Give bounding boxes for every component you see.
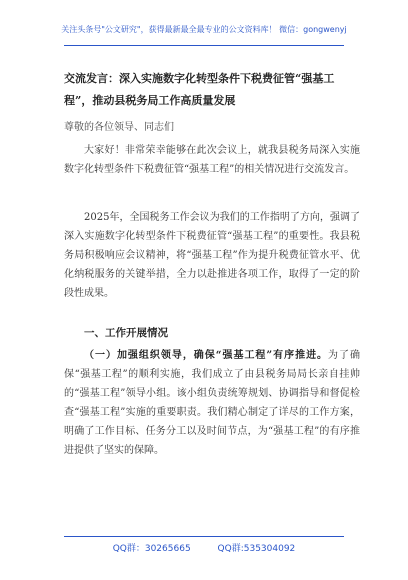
header-notice: 关注头条号"公文研究"，获得最新最全最专业的公文资料库！ 微信：gongwenyj <box>61 25 347 34</box>
subsection-paragraph <box>64 346 360 460</box>
footer <box>0 541 408 554</box>
subsection-body: 为了确保“强基工程”的顺利实施，我们成立了由县税务局局长亲自挂帅的“强基工程”领导小组。该小组负责统筹规划、协调指导和督促检查“强基工程”实施的重要职责。我们精心制定了详尽的工作方案，明确了工作目标、任务分工以及时间节点，为“强基工程”的有序推进提供了坚实的保障。 <box>64 350 360 456</box>
footer-qq-group-2: QQ群:535304092 <box>217 544 296 554</box>
header-divider <box>64 45 344 46</box>
greeting: 尊敬的各位领导、同志们 <box>64 122 174 133</box>
paragraph-intro: 大家好！非常荣幸能够在此次会议上，就我县税务局深入实施数字化转型条件下税费征管“强基工程”的相关情况进行交流发言。 <box>64 145 360 175</box>
section-heading: 一、工作开展情况 <box>84 327 168 339</box>
subsection-lead: （一）加强组织领导，确保“强基工程”有序推进。 <box>84 350 329 361</box>
paragraph-background: 2025年，全国税务工作会议为我们的工作指明了方向，强调了深入实施数字化转型条件下税费征管“强基工程”的重要性。我县税务局积极响应会议精神，将“强基工程”作为提升税费征管水平、优化纳税服务的关键举措，全力以赴推进各项工作，取得了一定的阶段性成果。 <box>64 212 360 299</box>
footer-qq-group-1: QQ群：30265665 <box>112 544 191 554</box>
document-title: 交流发言：深入实施数字化转型条件下税费征管“强基工程”，推动县税务局工作高质量发展 <box>64 72 335 107</box>
footer-divider <box>64 536 344 537</box>
